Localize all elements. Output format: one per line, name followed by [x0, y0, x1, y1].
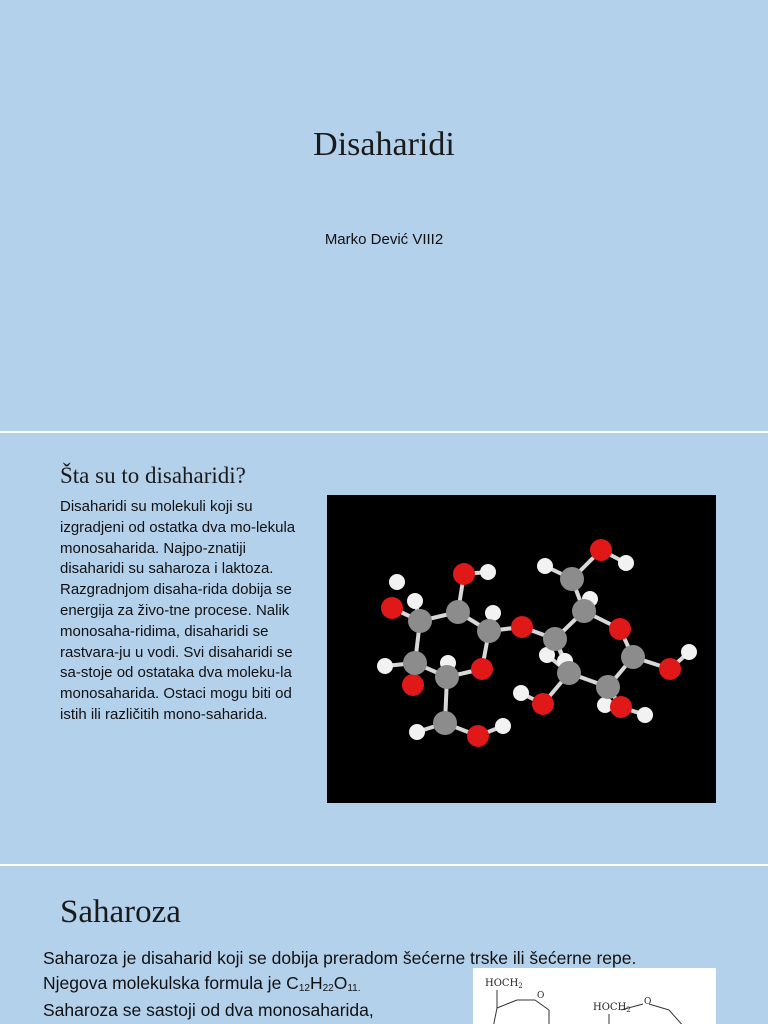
slide-text-line-3: Saharoza se sastoji od dva monosaharida,: [43, 1000, 374, 1020]
slide-author: Marko Dević VIII2: [324, 231, 444, 248]
content-slide-what-are-disaccharides: [0, 433, 768, 864]
slide-text-line-1: Saharoza je disaharid koji se dobija preradom šećerne trske ili šećerne repe.: [43, 948, 637, 968]
structure-label-2: $HOCH_2$: [593, 1002, 631, 1014]
svg-text:O: O: [644, 997, 652, 1007]
structure-label-1: $HOCH_2$: [485, 978, 523, 990]
slide-title: Disaharidi: [313, 126, 455, 163]
molecule-model-graphic: [327, 495, 716, 803]
line-2-prefix: Njegova molekulska formula je: [43, 973, 287, 993]
structural-formula-image: [473, 968, 716, 1024]
slide-heading: Saharoza: [60, 894, 181, 930]
content-slide-sucrose: [0, 866, 768, 1024]
slide-text-line-2: [43, 973, 361, 994]
title-slide: [0, 0, 768, 431]
svg-text:O: O: [537, 991, 545, 1001]
structural-formula-graphic: [473, 968, 716, 1024]
slide-body-text: Disaharidi su molekuli koji su izgradjeni od ostatka dva mo-lekula monosaharida. Najpo-znatiji disaharidi su saharoza i laktoza. Razgradnjom disaha-rida dobija se energija za živo-tne procese. Nalik monosaha-ridima, disaharidi se rastvara-ju u vodi. Svi disaharidi se sa-stoje od ostataka dva moleku-la monosaharida. Ostaci mogu biti od istih ili različitih mono-saharida.: [60, 498, 296, 723]
molecule-image: [327, 495, 716, 803]
molecular-formula: $C_{12}H_{22}O_{11.}$: [286, 973, 361, 994]
slide-heading: Šta su to disaharidi?: [60, 463, 246, 488]
